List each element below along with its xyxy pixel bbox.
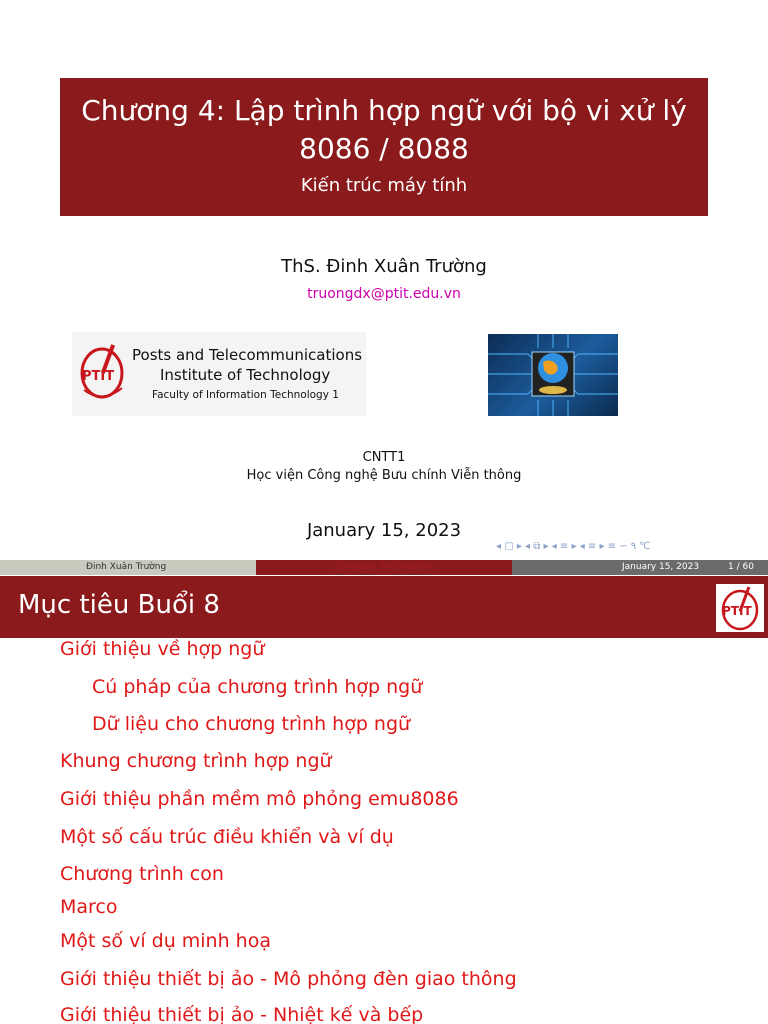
logo-line-institute: Institute of Technology <box>160 366 331 384</box>
presentation-date: January 15, 2023 <box>306 520 462 541</box>
author-name: ThS. Đinh Xuân Trường <box>281 256 487 277</box>
list-item: Giới thiệu về hợp ngữ <box>60 638 265 660</box>
footer-right <box>512 560 768 575</box>
footer-date: January 15, 2023 <box>622 562 700 572</box>
slide2-header <box>0 576 768 638</box>
title-banner <box>60 78 708 216</box>
list-item: Giới thiệu thiết bị ảo - Mô phỏng đèn giao thông <box>60 968 517 990</box>
objectives-list <box>0 638 768 1024</box>
footer-page-number: 1 / 60 <box>728 562 754 572</box>
author-email[interactable]: truongdx@ptit.edu.vn <box>307 286 461 302</box>
list-item: Giới thiệu thiết bị ảo - Nhiệt kế và bếp <box>60 1004 424 1024</box>
list-item: Dữ liệu cho chương trình hợp ngữ <box>92 713 411 735</box>
list-item: Giới thiệu phần mềm mô phỏng emu8086 <box>60 788 459 810</box>
beamer-navigation-controls[interactable]: ◂ ▢ ▸ ◂ ⧉ ▸ ◂ ≡ ▸ ◂ ≡ ▸ ≡ ∽ ۹ ℃ <box>496 541 651 552</box>
ptit-logo <box>72 332 366 416</box>
slide-footer <box>0 560 768 575</box>
footer-author: Đinh Xuân Trường <box>0 560 256 575</box>
institute-name: Học viện Công nghệ Bưu chính Viễn thông <box>246 468 522 483</box>
ptit-corner-logo <box>716 584 764 632</box>
logo-line-posts: Posts and Telecommunications <box>132 346 363 364</box>
institute-short: CNTT1 <box>362 450 406 465</box>
ptit-emblem-icon <box>76 340 130 406</box>
list-item: Một số cấu trúc điều khiển và ví dụ <box>60 826 394 848</box>
footer-course: Computer Architecture <box>256 560 512 575</box>
ptit-badge-text: PTIT <box>722 604 752 618</box>
list-item: Cú pháp của chương trình hợp ngữ <box>92 676 423 698</box>
slide-subtitle: Kiến trúc máy tính <box>300 175 468 196</box>
list-item: Chương trình con <box>60 863 224 885</box>
slide-title: Chương 4: Lập trình hợp ngữ với bộ vi xử lý 8086 / 8088 <box>81 94 687 165</box>
logo-line-faculty: Faculty of Information Technology 1 <box>152 389 339 401</box>
chip-globe-image <box>488 334 618 416</box>
list-item: Khung chương trình hợp ngữ <box>60 750 332 772</box>
slide2-title: Mục tiêu Buổi 8 <box>18 590 220 620</box>
list-item: Marco <box>60 896 118 918</box>
list-item: Một số ví dụ minh hoạ <box>60 930 271 952</box>
ptit-badge-text: PTIT <box>82 369 115 384</box>
ptit-emblem-icon <box>716 584 764 632</box>
